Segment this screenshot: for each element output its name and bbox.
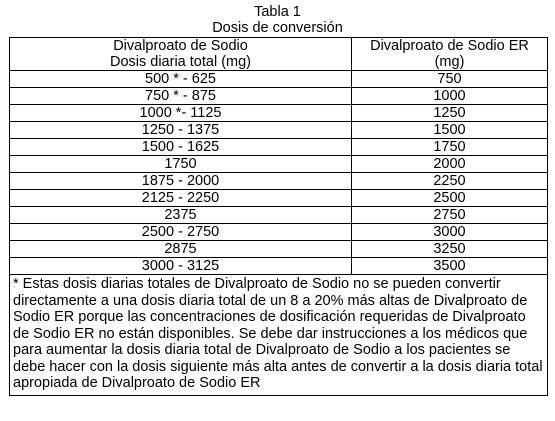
table-subtitle: Dosis de conversión — [212, 20, 343, 36]
footnote: * Estas dosis diarias totales de Divalproato de Sodio no se pueden convertir directamente a una dosis diaria total de un 8 a 20% más altas de Divalproato de Sodio ER porque las concentraciones de dosificación requeridas de Divalproato de Sodio ER no están disponibles. Se debe dar instrucciones a los médicos que para aumentar la dosis diaria total de Divalproato de Sodio a los pacientes se debe hacer con la dosis siguiente más alta antes de convertir a la dosis diaria total apropiada de Divalproato de Sodio ER — [10, 275, 548, 396]
footnote-row — [10, 275, 548, 396]
header-col2-line1: Divalproato de Sodio ER — [352, 38, 548, 55]
header-row-units — [10, 54, 548, 71]
cell-divalproato-er-dose: 1000 — [352, 88, 548, 105]
cell-divalproato-sodio-dose: 2875 — [10, 241, 352, 258]
cell-divalproato-sodio-dose: 3000 - 3125 — [10, 258, 352, 275]
header-col1-line2: Dosis diaria total (mg) — [10, 54, 352, 71]
table-title: Tabla 1 — [254, 4, 301, 20]
table-row — [10, 88, 548, 105]
cell-divalproato-sodio-dose: 500 * - 625 — [10, 71, 352, 88]
conversion-table — [9, 37, 548, 396]
cell-divalproato-sodio-dose: 1000 *- 1125 — [10, 105, 352, 122]
cell-divalproato-sodio-dose: 750 * - 875 — [10, 88, 352, 105]
cell-divalproato-er-dose: 3000 — [352, 224, 548, 241]
cell-divalproato-er-dose: 1750 — [352, 139, 548, 156]
cell-divalproato-er-dose: 2000 — [352, 156, 548, 173]
table-row — [10, 258, 548, 275]
table-row — [10, 139, 548, 156]
table-row — [10, 71, 548, 88]
cell-divalproato-er-dose: 1500 — [352, 122, 548, 139]
header-col1-line1: Divalproato de Sodio — [10, 38, 352, 55]
table-row — [10, 207, 548, 224]
cell-divalproato-er-dose: 750 — [352, 71, 548, 88]
table-row — [10, 122, 548, 139]
cell-divalproato-sodio-dose: 2500 - 2750 — [10, 224, 352, 241]
table-row — [10, 156, 548, 173]
cell-divalproato-er-dose: 3500 — [352, 258, 548, 275]
table-row — [10, 190, 548, 207]
cell-divalproato-sodio-dose: 1750 — [10, 156, 352, 173]
cell-divalproato-er-dose: 2750 — [352, 207, 548, 224]
table-row — [10, 241, 548, 258]
cell-divalproato-er-dose: 2500 — [352, 190, 548, 207]
header-col2-line2: (mg) — [352, 54, 548, 71]
table-row — [10, 224, 548, 241]
cell-divalproato-er-dose: 3250 — [352, 241, 548, 258]
cell-divalproato-sodio-dose: 2125 - 2250 — [10, 190, 352, 207]
cell-divalproato-er-dose: 2250 — [352, 173, 548, 190]
cell-divalproato-sodio-dose: 2375 — [10, 207, 352, 224]
table-row — [10, 105, 548, 122]
header-row — [10, 38, 548, 55]
cell-divalproato-er-dose: 1250 — [352, 105, 548, 122]
table-row — [10, 173, 548, 190]
cell-divalproato-sodio-dose: 1250 - 1375 — [10, 122, 352, 139]
cell-divalproato-sodio-dose: 1875 - 2000 — [10, 173, 352, 190]
cell-divalproato-sodio-dose: 1500 - 1625 — [10, 139, 352, 156]
